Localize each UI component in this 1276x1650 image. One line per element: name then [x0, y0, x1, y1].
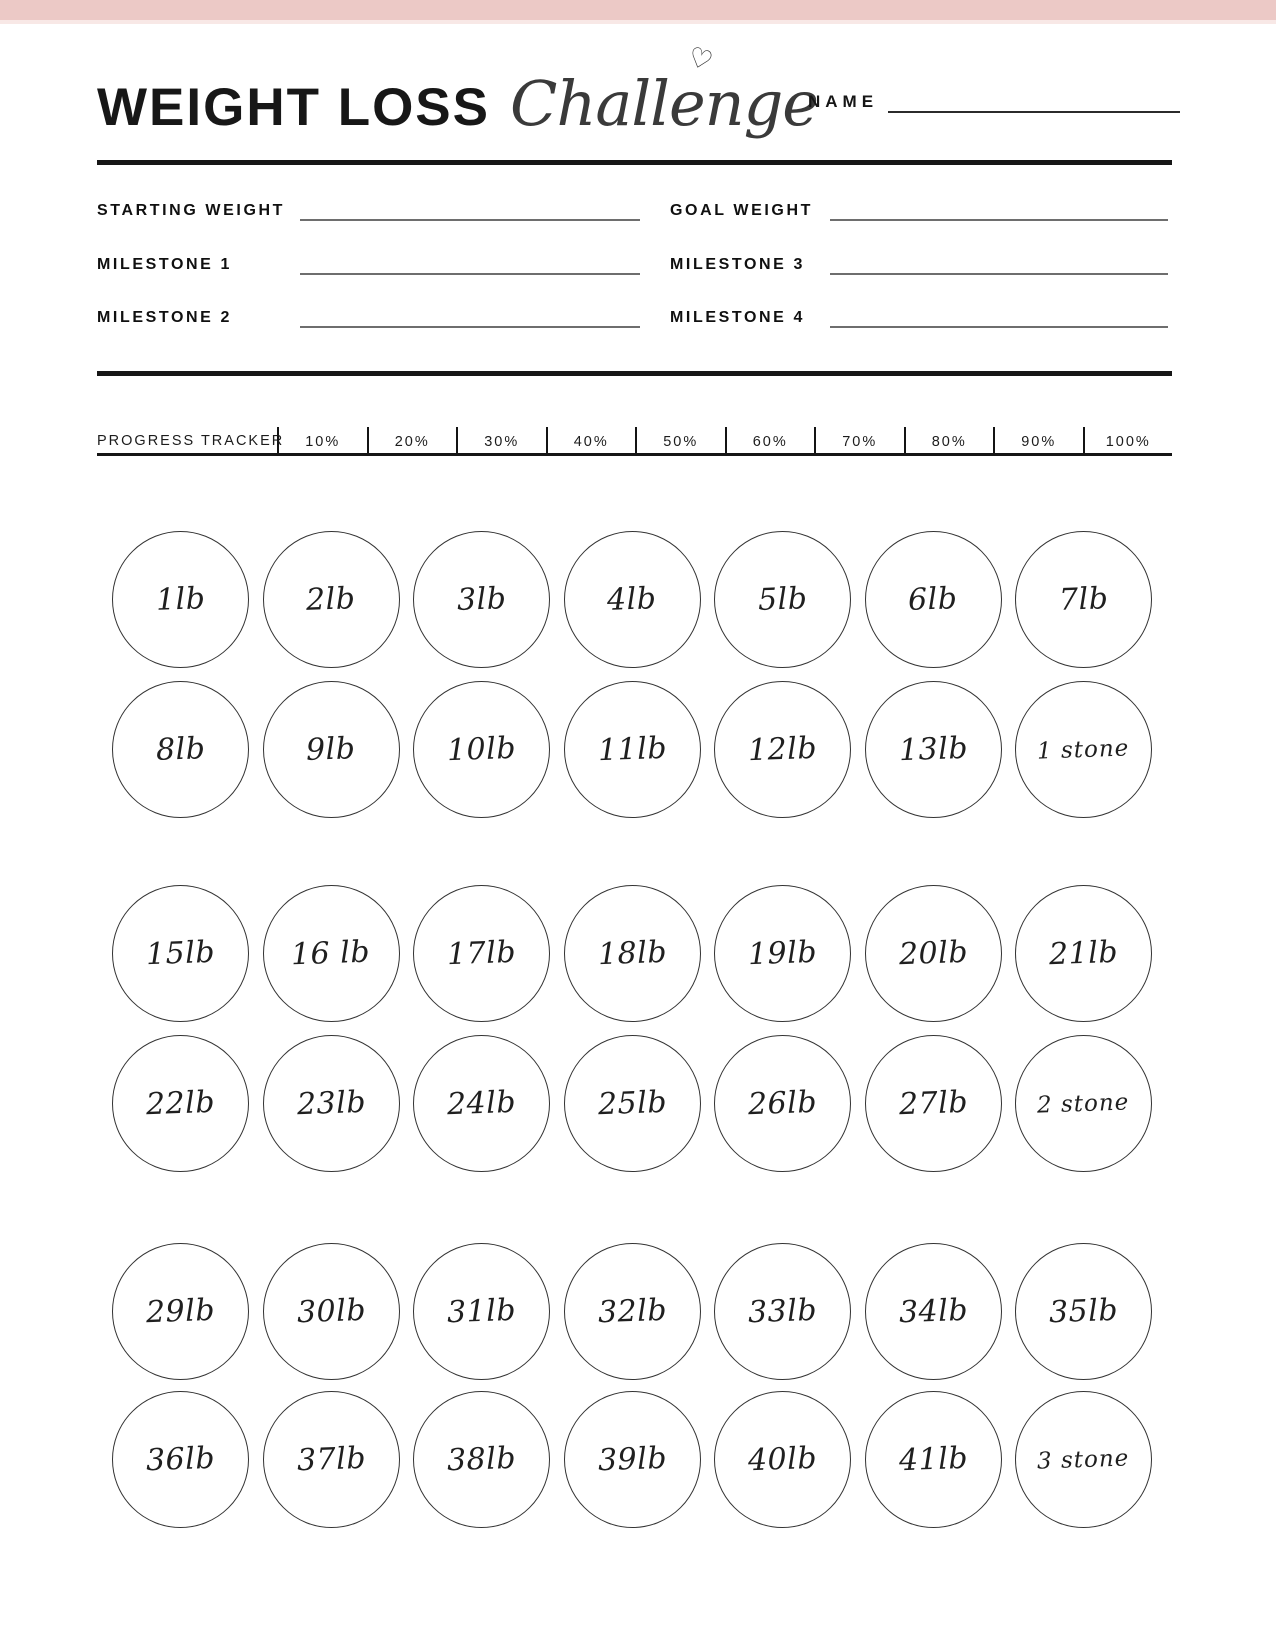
- milestone-badge-label: 18lb: [596, 934, 668, 973]
- milestone-badge-label: 29lb: [145, 1292, 216, 1331]
- milestone-badge-label: 7lb: [1058, 581, 1109, 618]
- milestone-badge-label: 38lb: [446, 1440, 517, 1479]
- milestone-badge-label: 41lb: [897, 1440, 969, 1479]
- goals-form-row: [97, 307, 1168, 327]
- milestone-badge-label: 10lb: [446, 730, 517, 769]
- milestone-badge[interactable]: [413, 1243, 550, 1380]
- milestone-badge-label: 26lb: [747, 1084, 818, 1123]
- milestone-badge-label: 6lb: [907, 581, 959, 618]
- milestone-badge[interactable]: [413, 885, 550, 1022]
- milestone-badge[interactable]: [865, 531, 1002, 668]
- milestone-badge[interactable]: [714, 1391, 851, 1528]
- milestone-badge-label: 9lb: [305, 731, 357, 768]
- milestone-badge[interactable]: [112, 1391, 249, 1528]
- milestone-badge-label: 12lb: [747, 730, 818, 769]
- field-input-line-left[interactable]: [300, 326, 640, 328]
- milestone-badge-label: 3lb: [456, 581, 507, 618]
- milestone-badge-label: 34lb: [897, 1292, 969, 1331]
- milestone-badge-label: 2lb: [305, 581, 357, 618]
- milestone-badge-label: 19lb: [747, 934, 818, 973]
- field-label-left: MILESTONE 1: [97, 256, 232, 273]
- milestone-badge[interactable]: [564, 885, 701, 1022]
- field-label-right: GOAL WEIGHT: [670, 202, 813, 219]
- field-label-right: MILESTONE 4: [670, 309, 805, 326]
- milestone-badge[interactable]: [263, 1243, 400, 1380]
- milestone-badge[interactable]: [112, 1035, 249, 1172]
- field-label-right: MILESTONE 3: [670, 256, 805, 273]
- field-input-line-right[interactable]: [830, 326, 1168, 328]
- progress-step-60[interactable]: 60%: [725, 427, 815, 453]
- milestone-badge-label: 8lb: [155, 731, 206, 768]
- goals-form-row: [97, 254, 1168, 274]
- milestone-badge-label: 31lb: [446, 1292, 517, 1331]
- name-label: NAME: [808, 92, 879, 111]
- field-label-left: MILESTONE 2: [97, 309, 232, 326]
- milestone-badge[interactable]: [1015, 531, 1152, 668]
- milestone-badge-label: 20lb: [897, 934, 969, 973]
- progress-step-70[interactable]: 70%: [814, 427, 904, 453]
- milestone-badge-label: 37lb: [295, 1440, 367, 1479]
- milestone-badge-label: 24lb: [446, 1084, 517, 1123]
- milestone-badge[interactable]: [263, 681, 400, 818]
- milestone-badge-label: 36lb: [145, 1440, 216, 1479]
- milestone-badge[interactable]: [1015, 1035, 1152, 1172]
- milestone-badge-label: 17lb: [446, 934, 517, 973]
- milestone-badge[interactable]: [112, 531, 249, 668]
- milestone-badge[interactable]: [865, 1035, 1002, 1172]
- field-label-left: STARTING WEIGHT: [97, 202, 286, 219]
- divider-top: [97, 160, 1172, 165]
- badge-row: [112, 1391, 1152, 1528]
- milestone-badge-label: 27lb: [897, 1084, 969, 1123]
- field-input-line-left[interactable]: [300, 219, 640, 221]
- progress-step-10[interactable]: 10%: [277, 427, 367, 453]
- page-title-main: WEIGHT LOSS: [97, 78, 490, 137]
- badge-row: [112, 1243, 1152, 1380]
- accent-bar: [0, 0, 1276, 20]
- milestone-badge-label: 11lb: [596, 730, 668, 769]
- badge-row: [112, 681, 1152, 818]
- milestone-badge-label: 23lb: [295, 1084, 367, 1123]
- milestone-badge[interactable]: [1015, 1391, 1152, 1528]
- progress-step-20[interactable]: 20%: [367, 427, 457, 453]
- milestone-badge[interactable]: [413, 1391, 550, 1528]
- milestone-badge[interactable]: [1015, 681, 1152, 818]
- milestone-badge-label: 1 stone: [1036, 734, 1131, 765]
- divider-middle: [97, 371, 1172, 376]
- progress-step-50[interactable]: 50%: [635, 427, 725, 453]
- milestone-badge[interactable]: [413, 1035, 550, 1172]
- milestone-badge[interactable]: [564, 531, 701, 668]
- milestone-badge[interactable]: [112, 681, 249, 818]
- accent-bar-soft: [0, 20, 1276, 24]
- milestone-badge[interactable]: [263, 885, 400, 1022]
- milestone-badge-label: 25lb: [596, 1084, 668, 1123]
- milestone-badge[interactable]: [865, 1243, 1002, 1380]
- milestone-badge[interactable]: [564, 1391, 701, 1528]
- milestone-badge[interactable]: [714, 885, 851, 1022]
- milestone-badge-label: 3 stone: [1036, 1444, 1131, 1475]
- milestone-badge[interactable]: [714, 681, 851, 818]
- heart-icon: ♡: [683, 41, 717, 78]
- milestone-badge-label: 30lb: [295, 1292, 367, 1331]
- milestone-badge[interactable]: [714, 1035, 851, 1172]
- milestone-badge-label: 15lb: [145, 934, 216, 973]
- milestone-badge[interactable]: [1015, 885, 1152, 1022]
- milestone-badge-label: 13lb: [897, 730, 969, 769]
- field-input-line-right[interactable]: [830, 219, 1168, 221]
- progress-step-30[interactable]: 30%: [456, 427, 546, 453]
- milestone-badge-label: 39lb: [596, 1440, 668, 1479]
- milestone-badge[interactable]: [112, 1243, 249, 1380]
- milestone-badge-label: 40lb: [747, 1440, 818, 1479]
- progress-tracker: [97, 419, 1172, 456]
- milestone-badge[interactable]: [263, 1035, 400, 1172]
- progress-tracker-label: PROGRESS TRACKER: [97, 433, 285, 449]
- milestone-badge-label: 32lb: [596, 1292, 668, 1331]
- field-input-line-left[interactable]: [300, 273, 640, 275]
- progress-step-80[interactable]: 80%: [904, 427, 994, 453]
- milestone-badge-label: 21lb: [1048, 934, 1119, 973]
- progress-step-90[interactable]: 90%: [993, 427, 1083, 453]
- milestone-badge[interactable]: [865, 681, 1002, 818]
- milestone-badge[interactable]: [714, 531, 851, 668]
- name-field: [808, 92, 1180, 113]
- milestone-badge-label: 33lb: [747, 1292, 818, 1331]
- milestone-badge[interactable]: [564, 1035, 701, 1172]
- milestone-badge[interactable]: [564, 1243, 701, 1380]
- milestone-badge[interactable]: [413, 531, 550, 668]
- milestone-badge-label: 22lb: [145, 1084, 216, 1123]
- milestone-badge-label: 5lb: [757, 581, 808, 618]
- milestone-badge[interactable]: [112, 885, 249, 1022]
- badge-row: [112, 531, 1152, 668]
- milestone-badge-label: 1lb: [155, 581, 206, 618]
- progress-step-40[interactable]: 40%: [546, 427, 636, 453]
- milestone-badge-label: 4lb: [606, 581, 658, 618]
- milestone-badge-label: 35lb: [1048, 1292, 1119, 1331]
- page-title-script: Challenge: [510, 67, 818, 140]
- field-input-line-right[interactable]: [830, 273, 1168, 275]
- milestone-badge[interactable]: [714, 1243, 851, 1380]
- milestone-badge-label: 2 stone: [1036, 1088, 1131, 1119]
- progress-step-100[interactable]: 100%: [1083, 427, 1173, 453]
- milestone-badge[interactable]: [263, 1391, 400, 1528]
- name-input-line[interactable]: [888, 95, 1180, 113]
- milestone-badge[interactable]: [1015, 1243, 1152, 1380]
- milestone-badge[interactable]: [263, 531, 400, 668]
- page-title: [97, 56, 818, 152]
- milestone-badge[interactable]: [564, 681, 701, 818]
- badge-row: [112, 885, 1152, 1022]
- milestone-badge[interactable]: [413, 681, 550, 818]
- milestone-badge[interactable]: [865, 885, 1002, 1022]
- milestone-badge[interactable]: [865, 1391, 1002, 1528]
- badge-row: [112, 1035, 1152, 1172]
- milestone-badge-label: 16 lb: [290, 934, 372, 973]
- goals-form-row: [97, 200, 1168, 220]
